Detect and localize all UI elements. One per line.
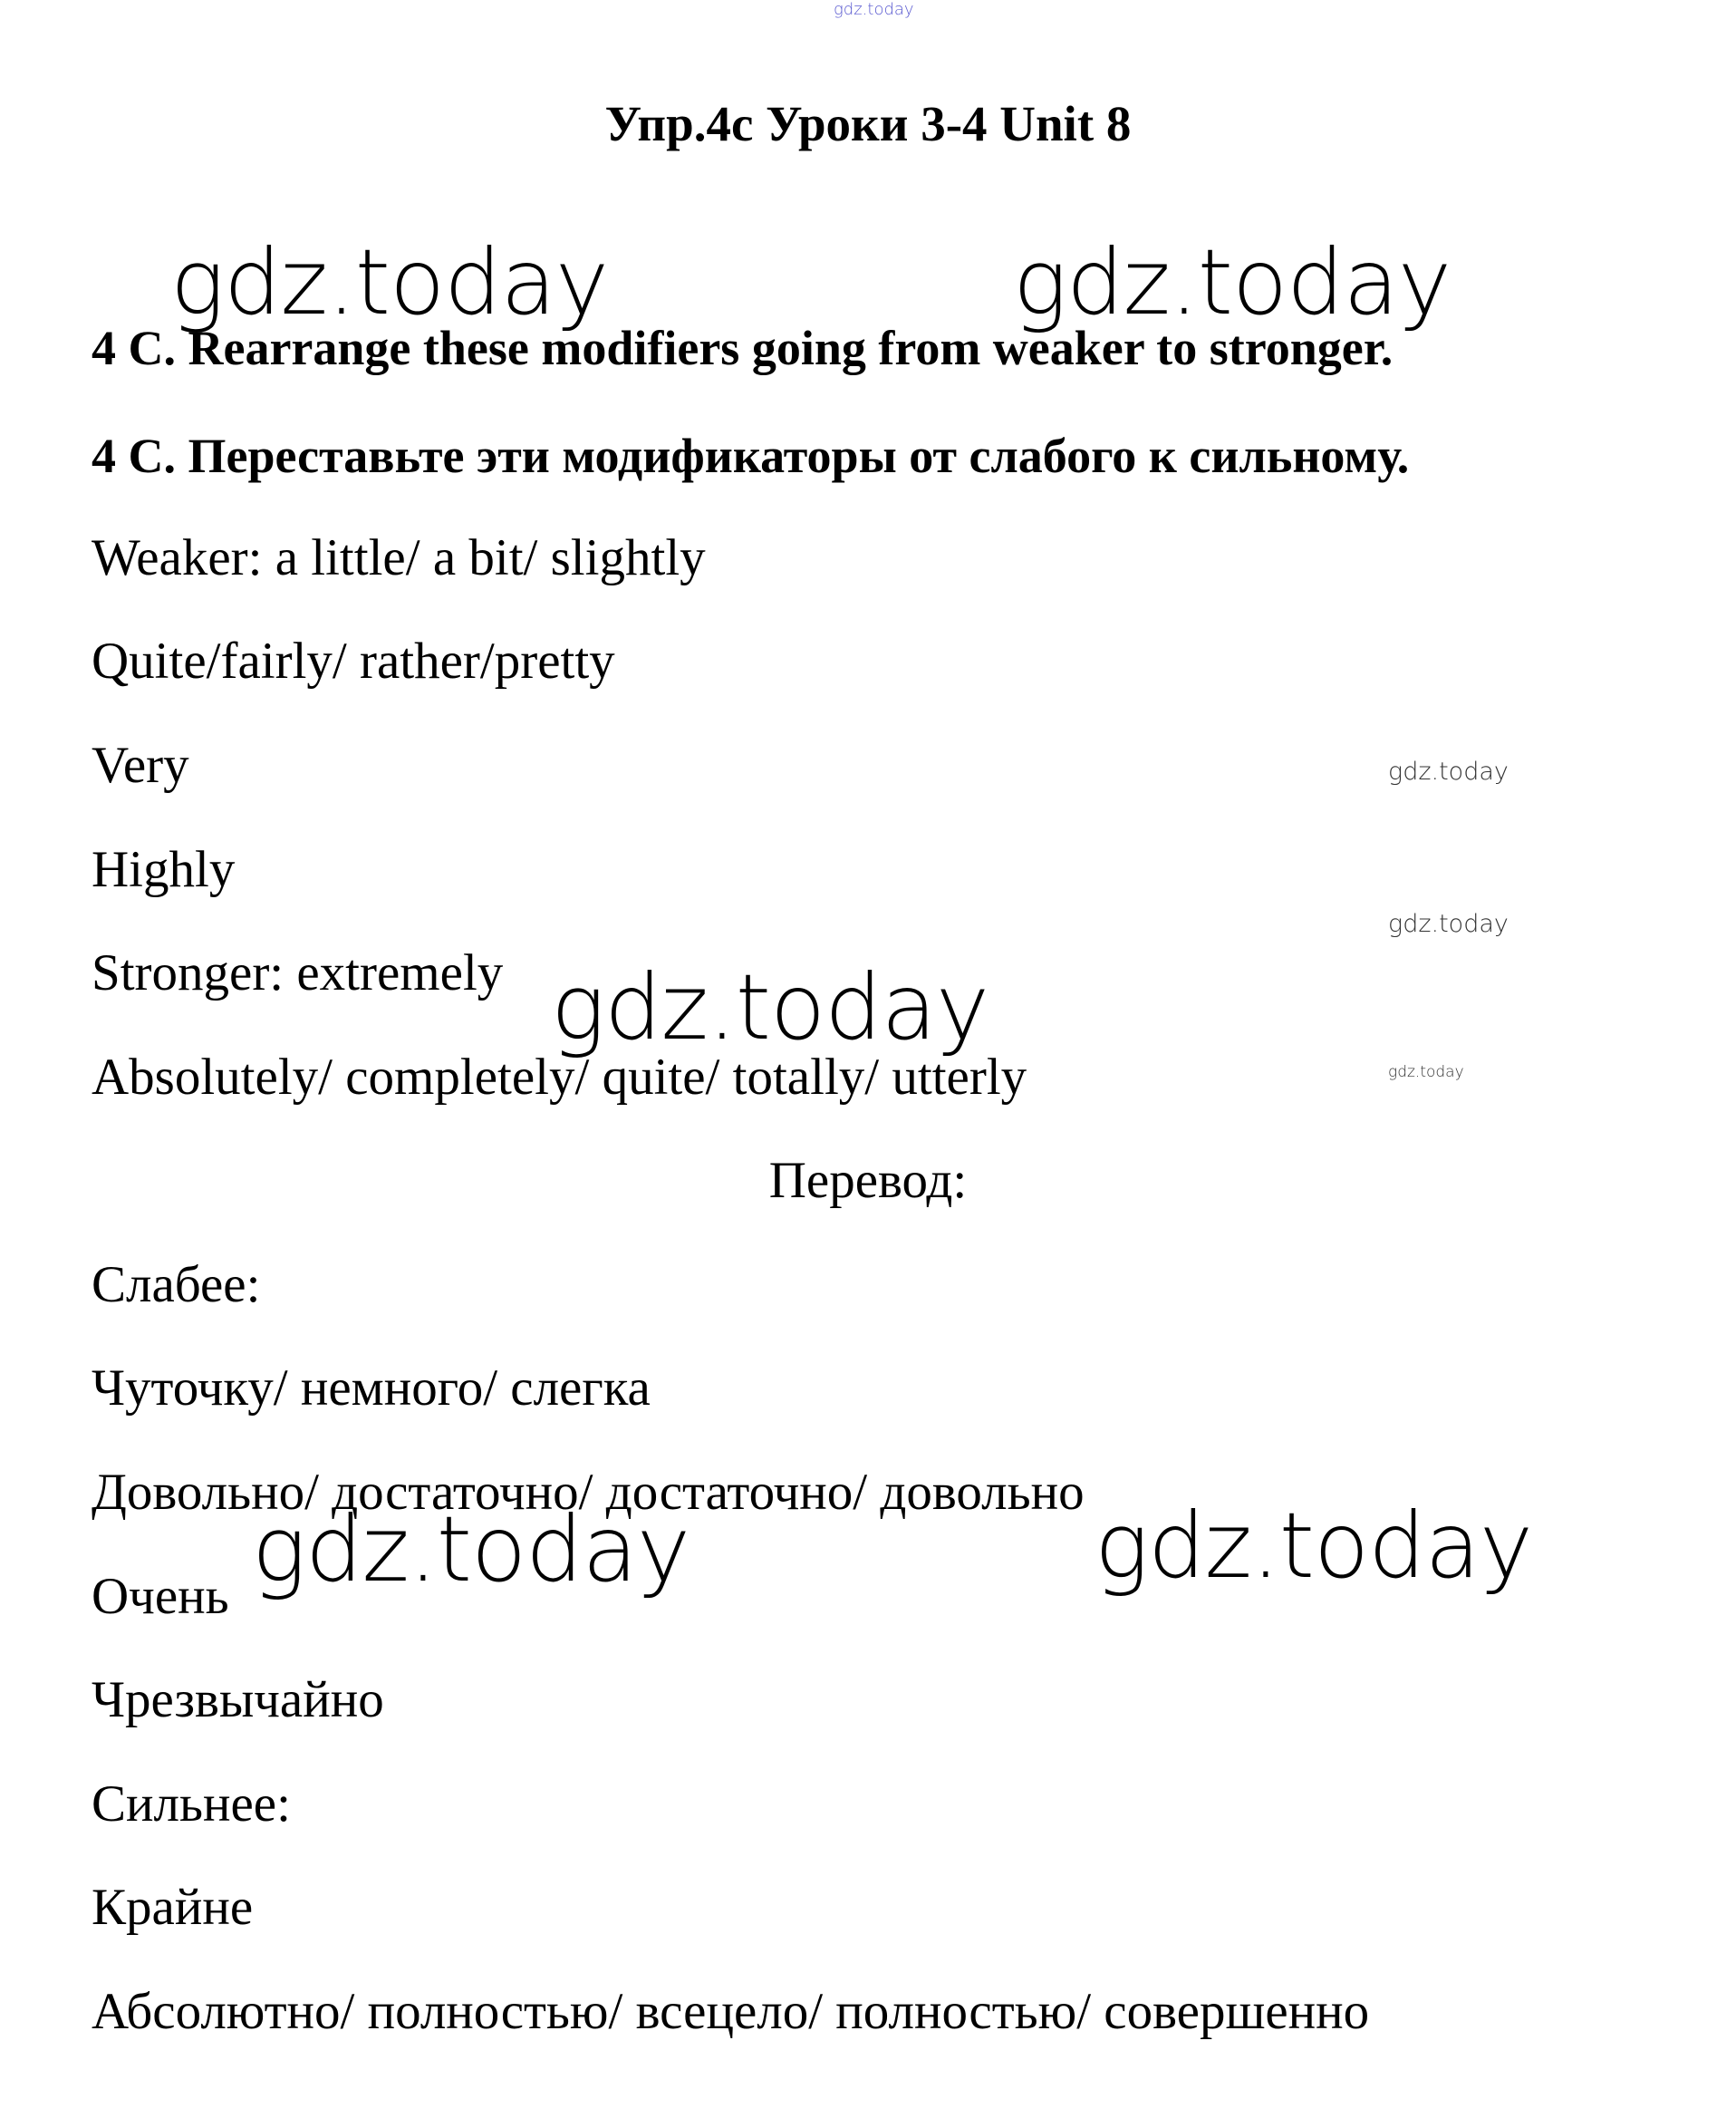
answer-line-weaker: Weaker: a little/ a bit/ slightly — [92, 529, 706, 586]
watermark-large-4: gdz.today — [252, 1496, 690, 1602]
translation-line-fairly: Довольно/ достаточно/ достаточно/ довольно — [92, 1464, 1085, 1521]
watermark-large-2: gdz.today — [1013, 229, 1451, 335]
answer-line-stronger: Stronger: extremely — [92, 944, 504, 1001]
translation-line-absolutely: Абсолютно/ полностью/ всецело/ полностью/ совершенно — [92, 1983, 1370, 2040]
translation-line-slightly: Чуточку/ немного/ слегка — [92, 1359, 651, 1417]
watermark-large-1: gdz.today — [170, 229, 609, 335]
watermark-tiny: gdz.today — [1388, 1063, 1464, 1081]
answer-line-quite: Quite/fairly/ rather/pretty — [92, 633, 615, 690]
translation-line-highly: Чрезвычайно — [92, 1671, 384, 1728]
watermark-large-3: gdz.today — [551, 954, 989, 1060]
translation-heading: Перевод: — [768, 1152, 968, 1209]
task-heading-english: 4 C. Rearrange these modifiers going from weaker to stronger. — [92, 321, 1394, 375]
answer-line-highly: Highly — [92, 841, 236, 898]
watermark-large-5: gdz.today — [1095, 1493, 1533, 1599]
translation-line-stronger: Сильнее: — [92, 1775, 291, 1833]
watermark-small-1: gdz.today — [1388, 758, 1509, 786]
answer-line-very: Very — [92, 737, 189, 794]
translation-line-weaker: Слабее: — [92, 1256, 261, 1313]
watermark-top: gdz.today — [834, 0, 914, 19]
answer-line-absolutely: Absolutely/ completely/ quite/ totally/ utterly — [92, 1049, 1027, 1106]
watermark-small-2: gdz.today — [1388, 910, 1509, 938]
translation-line-very: Очень — [92, 1568, 229, 1625]
task-heading-russian: 4 С. Переставьте эти модификаторы от слабого к сильному. — [92, 429, 1410, 483]
translation-line-extremely: Крайне — [92, 1879, 254, 1936]
page-title: Упр.4c Уроки 3-4 Unit 8 — [604, 96, 1132, 151]
